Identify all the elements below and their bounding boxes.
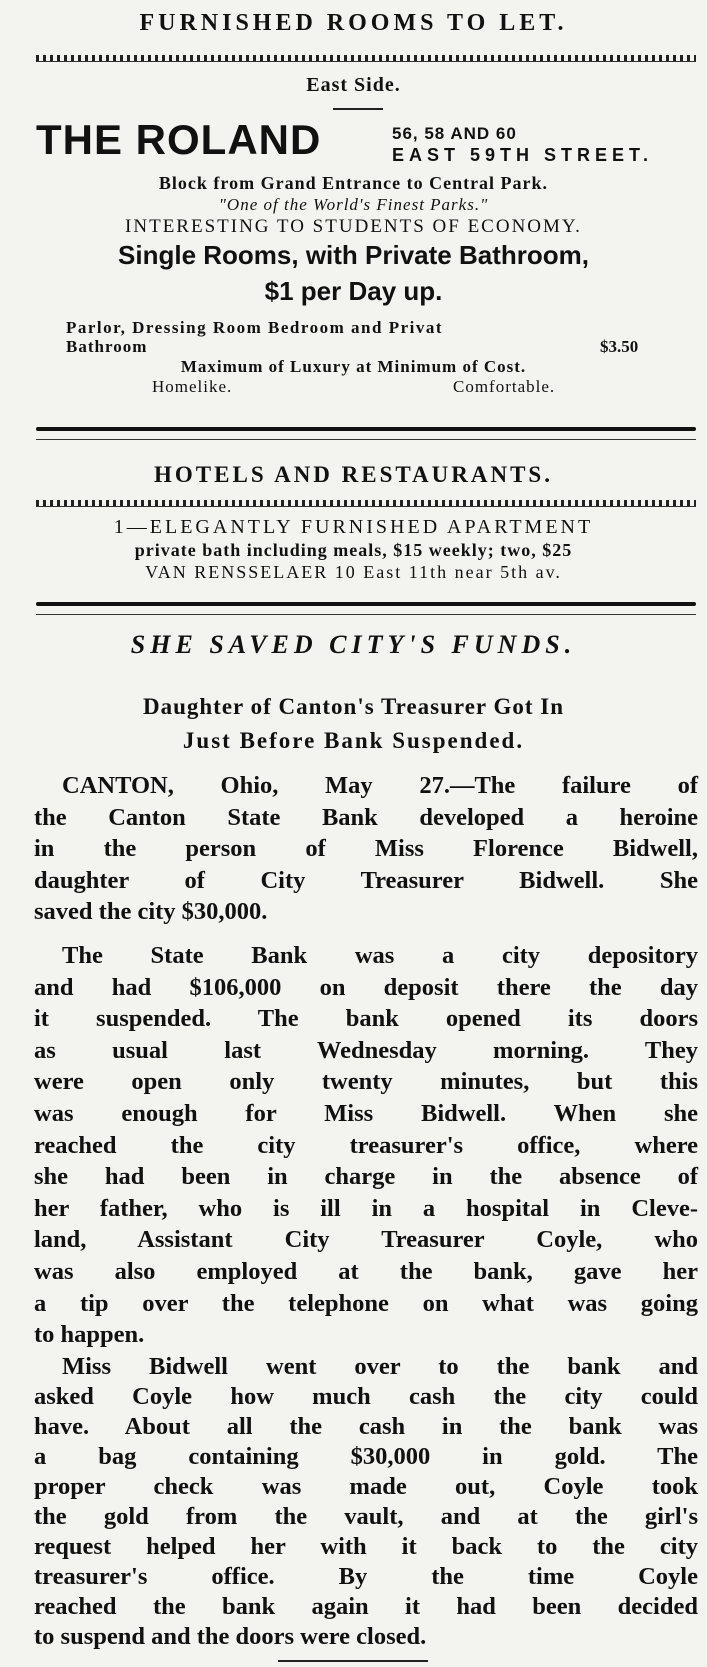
body-line: saved the city $30,000. xyxy=(34,898,268,926)
subheading-east-side: East Side. xyxy=(306,74,401,96)
body-line: she had been in charge in the absence of xyxy=(34,1163,698,1191)
homelike-label: Homelike. xyxy=(152,377,233,396)
article-paragraph-3 xyxy=(34,1352,698,1652)
body-line: it suspended. The bank opened its doors xyxy=(34,1005,698,1033)
offer-line-2: $1 per Day up. xyxy=(264,276,443,306)
body-line: was enough for Miss Bidwell. When she xyxy=(34,1099,698,1127)
body-line: as usual last Wednesday morning. They xyxy=(34,1036,698,1064)
body-line: to suspend and the doors were closed. xyxy=(34,1623,427,1650)
article-paragraph-2 xyxy=(34,940,698,1351)
body-line: daughter of City Treasurer Bidwell. She xyxy=(34,866,698,894)
body-line: asked Coyle how much cash the city could xyxy=(34,1383,698,1410)
offer-line-1: Single Rooms, with Private Bathroom, xyxy=(118,240,589,270)
short-rule xyxy=(333,108,383,110)
double-rule-top xyxy=(36,602,696,606)
body-line: reached the city treasurer's office, where xyxy=(34,1131,698,1159)
body-line: a tip over the telephone on what was going xyxy=(34,1289,698,1317)
body-line: were open only twenty minutes, but this xyxy=(34,1068,698,1096)
hotel-ad-line-2: private bath including meals, $15 weekly; two, $25 xyxy=(134,540,573,560)
article-deck-line-1: Daughter of Canton's Treasurer Got In xyxy=(142,694,564,719)
double-rule-top xyxy=(36,427,696,431)
body-line: CANTON, Ohio, May 27.—The failure of xyxy=(62,772,698,799)
comfortable-label: Comfortable. xyxy=(453,377,556,396)
hotel-ad-line-3: VAN RENSSELAER 10 East 11th near 5th av. xyxy=(145,562,562,582)
suite-line-2: Bathroom xyxy=(66,337,148,356)
location-line: Block from Grand Entrance to Central Park. xyxy=(158,173,549,193)
body-line: a bag containing $30,000 in gold. The xyxy=(34,1443,698,1470)
body-line: and had $106,000 on deposit there the day xyxy=(34,973,698,1001)
body-line: land, Assistant City Treasurer Coyle, who xyxy=(34,1226,698,1254)
body-line: was also employed at the bank, gave her xyxy=(34,1257,698,1285)
body-line: proper check was made out, Coyle took xyxy=(34,1473,698,1500)
body-line: to happen. xyxy=(34,1321,145,1349)
body-line: The State Bank was a city depository xyxy=(62,942,698,969)
body-line: have. About all the cash in the bank was xyxy=(34,1413,698,1440)
address-line-2: EAST 59TH STREET. xyxy=(392,145,654,165)
suite-line-1: Parlor, Dressing Room Bedroom and Privat xyxy=(66,318,444,337)
body-line: treasurer's office. By the time Coyle xyxy=(34,1563,698,1590)
section-heading-furnished-rooms: FURNISHED ROOMS TO LET. xyxy=(139,10,568,36)
body-line: Miss Bidwell went over to the bank and xyxy=(62,1353,698,1380)
address-line-1: 56, 58 AND 60 xyxy=(392,124,517,143)
section-heading-hotels: HOTELS AND RESTAURANTS. xyxy=(154,462,553,487)
end-rule xyxy=(278,1660,428,1662)
luxury-line: Maximum of Luxury at Minimum of Cost. xyxy=(180,357,527,376)
article-deck-line-2: Just Before Bank Suspended. xyxy=(182,728,525,753)
hotel-ad-line-1: 1—ELEGANTLY FURNISHED APARTMENT xyxy=(113,516,594,538)
body-line: in the person of Miss Florence Bidwell, xyxy=(34,835,698,863)
quote-line: "One of the World's Finest Parks." xyxy=(218,195,489,214)
article-headline: SHE SAVED CITY'S FUNDS. xyxy=(130,630,577,659)
hotel-name: THE ROLAND xyxy=(36,116,322,163)
double-rule-bottom xyxy=(36,614,696,615)
double-rule-bottom xyxy=(36,439,696,440)
wavy-rule xyxy=(36,55,696,62)
suite-price: $3.50 xyxy=(600,337,639,356)
body-line: the gold from the vault, and at the girl's xyxy=(34,1503,698,1530)
body-line: her father, who is ill in a hospital in Cleve- xyxy=(34,1194,698,1222)
wavy-rule xyxy=(36,500,696,507)
body-line: the Canton State Bank developed a heroine xyxy=(34,803,698,831)
article-paragraph-1 xyxy=(34,770,698,928)
tagline: INTERESTING TO STUDENTS OF ECONOMY. xyxy=(125,216,582,237)
body-line: request helped her with it back to the city xyxy=(34,1533,698,1560)
body-line: reached the bank again it had been decided xyxy=(34,1593,698,1620)
